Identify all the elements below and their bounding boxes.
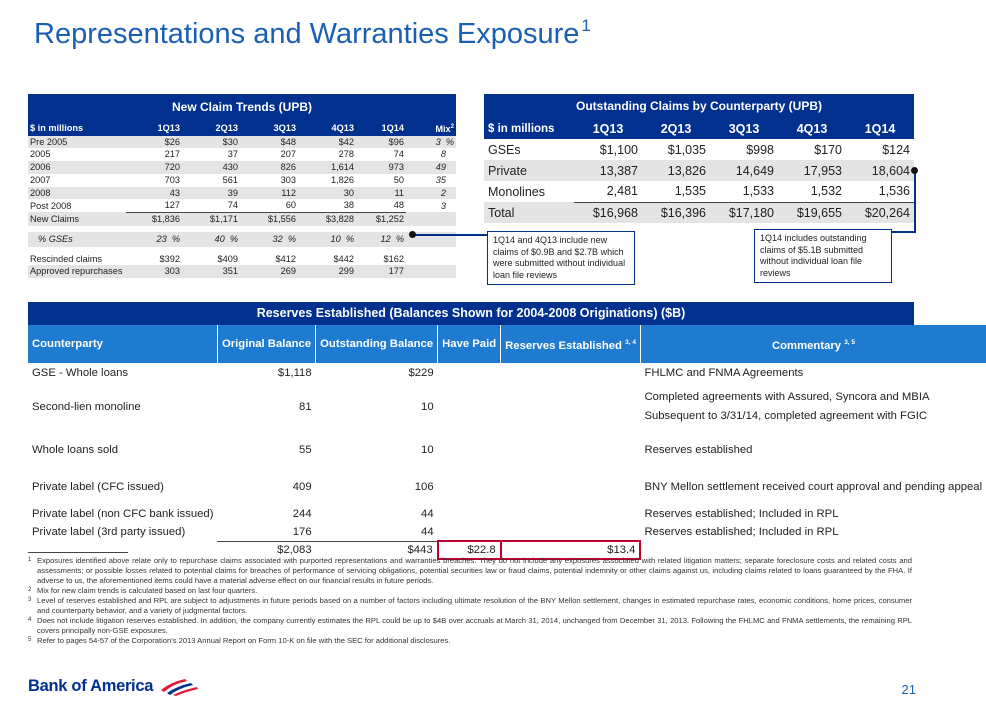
table-row: GSEs $1,100 $1,035 $998 $170 $124 bbox=[488, 142, 910, 157]
table-row: Private label (non CFC bank issued) 244 44 Reserves established; Included in RPL bbox=[32, 508, 839, 520]
callout-dot bbox=[409, 231, 416, 238]
col-header: $ in millions bbox=[28, 121, 126, 136]
table-row: 2006 720 430 826 1,614 973 49 bbox=[28, 161, 456, 174]
reserves-established-total: $13.4 bbox=[501, 541, 641, 559]
table-row: 2007 703 561 303 1,826 50 35 bbox=[30, 174, 446, 185]
footnote: 5 Refer to pages 54-57 of the Corporation's 2013 Annual Report on Form 10-K on file with the SEC for additional disclosures. bbox=[28, 636, 451, 645]
table-header-row bbox=[28, 121, 456, 136]
table-row-total: $2,083 $443 $22.8 $13.4 bbox=[28, 541, 986, 559]
callout-connector bbox=[914, 170, 916, 232]
table-header-row: Counterparty Original Balance Outstanding Balance Have Paid Reserves Established $^{3, 4}$ Commentary $^{3, 5}$ bbox=[28, 325, 986, 363]
footnote: 4 Does not include litigation reserves established. In addition, the company currently estimates the RPL could be up to $4B over accruals at March 31, 2014, unchanged from December 31, 2013. Following the FHLMC and FNMA settlements, the remaining RPL covers principally non-GSE exposures. bbox=[28, 616, 912, 635]
reserves-table bbox=[28, 302, 983, 560]
footnote-divider bbox=[28, 552, 128, 553]
table-row: Post 2008 127 74 60 38 48 3 bbox=[30, 200, 446, 211]
footnotes bbox=[28, 556, 912, 646]
col-header: 1Q13 bbox=[126, 121, 182, 136]
have-paid-total: $22.8 bbox=[438, 541, 501, 559]
table-row: Whole loans sold 55 10 Reserves established bbox=[32, 444, 753, 456]
page-number: 21 bbox=[901, 682, 916, 697]
footnote: 1 Exposures identified above relate only to repurchase claims associated with purported representations and warranties breaches. They do not include any exposures associated with related litigation matters; separate foreclosure costs and related costs and assessments; or possible losses related to potential claims for breaches of performance of servicing obligations, potential securities law or fraud claims, potential indemnity or other claims against us, including claims related to loans guaranteed by the FHA. If adverse to us, the aforementioned items could have a material adverse effect on our financial results in future periods. bbox=[28, 556, 912, 585]
outstanding-claims-table bbox=[484, 94, 914, 223]
new-claim-trends-table bbox=[28, 94, 456, 278]
new-claim-trends-heading: New Claim Trends (UPB) bbox=[28, 94, 456, 121]
table-row-approved: Approved repurchases 303 351 269 299 177 bbox=[28, 265, 456, 278]
footnote: 2 Mix for new claim trends is calculated based on last four quarters. bbox=[28, 586, 258, 595]
table-row: 2005 217 37 207 278 74 8 bbox=[30, 149, 446, 160]
table-row-new-claims-total: New Claims $1,836 $1,171 $1,556 $3,828 $1,252 bbox=[28, 212, 456, 225]
callout-note-outstanding: 1Q14 includes outstanding claims of $5.1B submitted without individual loan file reviews bbox=[754, 229, 892, 283]
flag-icon bbox=[157, 676, 201, 696]
callout-note-new-claims: 1Q14 and 4Q13 include new claims of $0.9B and $2.7B which were submitted without individual loan file reviews bbox=[487, 231, 635, 285]
table-row: GSE - Whole loans $1,118 $229 FHLMC and FNMA Agreements bbox=[32, 367, 804, 379]
table-row: Private label (3rd party issued) 176 44 Reserves established; Included in RPL bbox=[32, 525, 839, 538]
table-row-gses-pct: % GSEs 23 % 40 % 32 % 10 % 12 % bbox=[28, 232, 456, 247]
col-header: 3Q13 bbox=[240, 121, 298, 136]
col-header: 4Q13 bbox=[298, 121, 356, 136]
table-row: Private label (CFC issued) 409 106 BNY Mellon settlement received court approval and pending appeal bbox=[32, 481, 983, 493]
reserves-heading: Reserves Established (Balances Shown for 2004-2008 Originations) ($B) bbox=[28, 302, 914, 325]
col-header: 1Q14 bbox=[356, 121, 406, 136]
col-header: 2Q13 bbox=[182, 121, 240, 136]
bank-of-america-logo: Bank of America bbox=[28, 676, 201, 696]
table-row: 2008 43 39 112 30 11 2 bbox=[28, 187, 456, 200]
table-row: Monolines 2,481 1,535 1,533 1,532 1,536 bbox=[488, 184, 910, 199]
col-header-mix: Mix$^2$ bbox=[406, 121, 456, 136]
page-title: Representations and Warranties Exposure $^1$ bbox=[34, 16, 591, 50]
table-row: Private 13,387 13,826 14,649 17,953 18,604 bbox=[484, 160, 914, 181]
table-row: Pre 2005 $26 $30 $48 $42 $96 3 % bbox=[30, 136, 454, 147]
outstanding-claims-heading: Outstanding Claims by Counterparty (UPB) bbox=[484, 94, 914, 118]
table-row-rescinded: Rescinded claims $392 $409 $412 $442 $162 bbox=[30, 253, 404, 264]
table-header-row: $ in millions 1Q13 2Q13 3Q13 4Q13 1Q14 bbox=[484, 118, 914, 139]
callout-dot bbox=[911, 167, 918, 174]
callout-connector bbox=[412, 234, 487, 236]
callout-connector bbox=[892, 231, 916, 233]
table-row-total: Total $16,968 $16,396 $17,180 $19,655 $20,264 bbox=[484, 202, 914, 223]
table-row: Second-lien monoline 81 10 Completed agreements with Assured, Syncora and MBIA Subsequent to 3/31/14, completed agreement with FGIC bbox=[32, 391, 930, 422]
footnote: 3 Level of reserves established and RPL are subject to adjustments in future periods based on a number of factors including ultimate resolution of the BNY Mellon settlement, changes in estimated repurchase rates, economic conditions, home prices, consumer and counterparty behavior, and a variety of judgmental factors. bbox=[28, 596, 912, 615]
